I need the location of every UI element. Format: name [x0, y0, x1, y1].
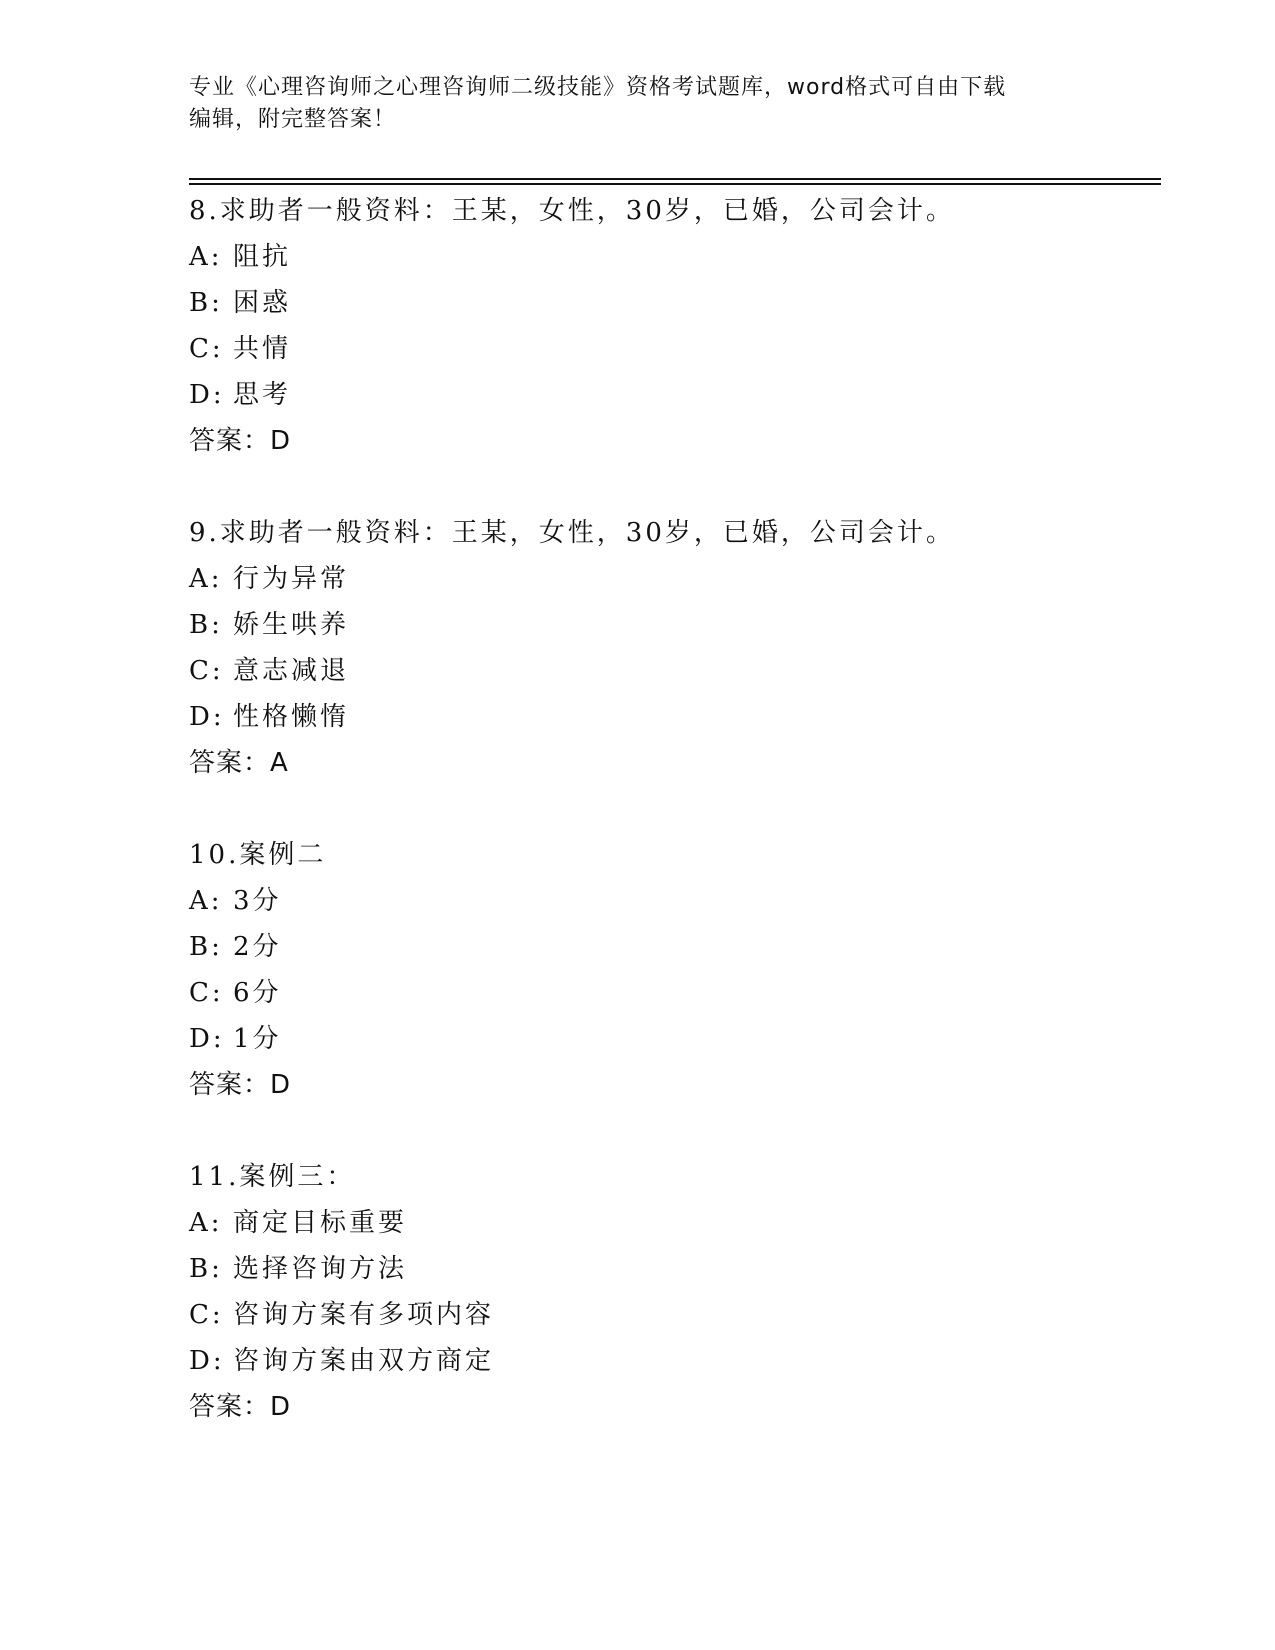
option-text: 娇生哄养 — [233, 610, 350, 640]
option-letter: A: — [189, 564, 223, 594]
option-a — [189, 234, 1161, 280]
option-letter: B: — [189, 1254, 223, 1284]
question-stem: 11.案例三： — [189, 1162, 356, 1192]
option-letter: A: — [189, 1208, 223, 1238]
option-text: 思考 — [233, 380, 292, 410]
option-text: 行为异常 — [233, 564, 350, 594]
option-c — [189, 326, 1161, 372]
answer-line: 答案：D — [189, 1070, 292, 1100]
option-d — [189, 1016, 1161, 1062]
option-a — [189, 556, 1161, 602]
answer-line: 答案：D — [189, 426, 292, 456]
option-text: 2分 — [233, 932, 282, 962]
header-divider-bottom — [189, 183, 1161, 185]
option-a — [189, 878, 1161, 924]
option-text: 咨询方案有多项内容 — [233, 1300, 495, 1330]
header-line-2: 编辑，附完整答案！ — [189, 107, 397, 132]
option-c — [189, 648, 1161, 694]
option-d — [189, 694, 1161, 740]
option-text: 选择咨询方法 — [233, 1254, 408, 1284]
option-d — [189, 372, 1161, 418]
question-stem: 9.求助者一般资料：王某，女性，30岁，已婚，公司会计。 — [189, 518, 955, 548]
option-letter: C: — [189, 1300, 224, 1330]
option-text: 6分 — [233, 978, 282, 1008]
question-10 — [189, 832, 1161, 1108]
document-header — [189, 72, 1089, 136]
option-text: 共情 — [233, 334, 292, 364]
option-letter: C: — [189, 334, 224, 364]
option-b — [189, 602, 1161, 648]
option-b — [189, 1246, 1161, 1292]
option-c — [189, 970, 1161, 1016]
option-text: 困惑 — [233, 288, 292, 318]
option-b — [189, 280, 1161, 326]
option-text: 咨询方案由双方商定 — [233, 1346, 495, 1376]
option-letter: D: — [189, 1024, 225, 1054]
option-text: 性格懒惰 — [233, 702, 350, 732]
answer-line: 答案：D — [189, 1392, 292, 1422]
option-letter: B: — [189, 932, 223, 962]
question-stem: 10.案例二 — [189, 840, 327, 870]
option-letter: D: — [189, 702, 225, 732]
option-text: 阻抗 — [233, 242, 292, 272]
option-letter: D: — [189, 380, 225, 410]
question-stem: 8.求助者一般资料：王某，女性，30岁，已婚，公司会计。 — [189, 196, 955, 226]
option-letter: D: — [189, 1346, 225, 1376]
option-text: 3分 — [233, 886, 282, 916]
option-c — [189, 1292, 1161, 1338]
option-text: 意志减退 — [233, 656, 350, 686]
question-8 — [189, 188, 1161, 464]
question-9 — [189, 510, 1161, 786]
option-letter: B: — [189, 288, 223, 318]
option-text: 1分 — [233, 1024, 282, 1054]
option-letter: C: — [189, 656, 224, 686]
option-letter: A: — [189, 886, 223, 916]
header-line-1: 专业《心理咨询师之心理咨询师二级技能》资格考试题库，word格式可自由下载 — [189, 75, 1007, 100]
question-11 — [189, 1154, 1161, 1430]
header-divider-top — [189, 178, 1161, 180]
option-letter: C: — [189, 978, 224, 1008]
option-letter: A: — [189, 242, 223, 272]
option-a — [189, 1200, 1161, 1246]
option-b — [189, 924, 1161, 970]
answer-line: 答案：A — [189, 748, 289, 778]
option-d — [189, 1338, 1161, 1384]
option-text: 商定目标重要 — [233, 1208, 408, 1238]
option-letter: B: — [189, 610, 223, 640]
